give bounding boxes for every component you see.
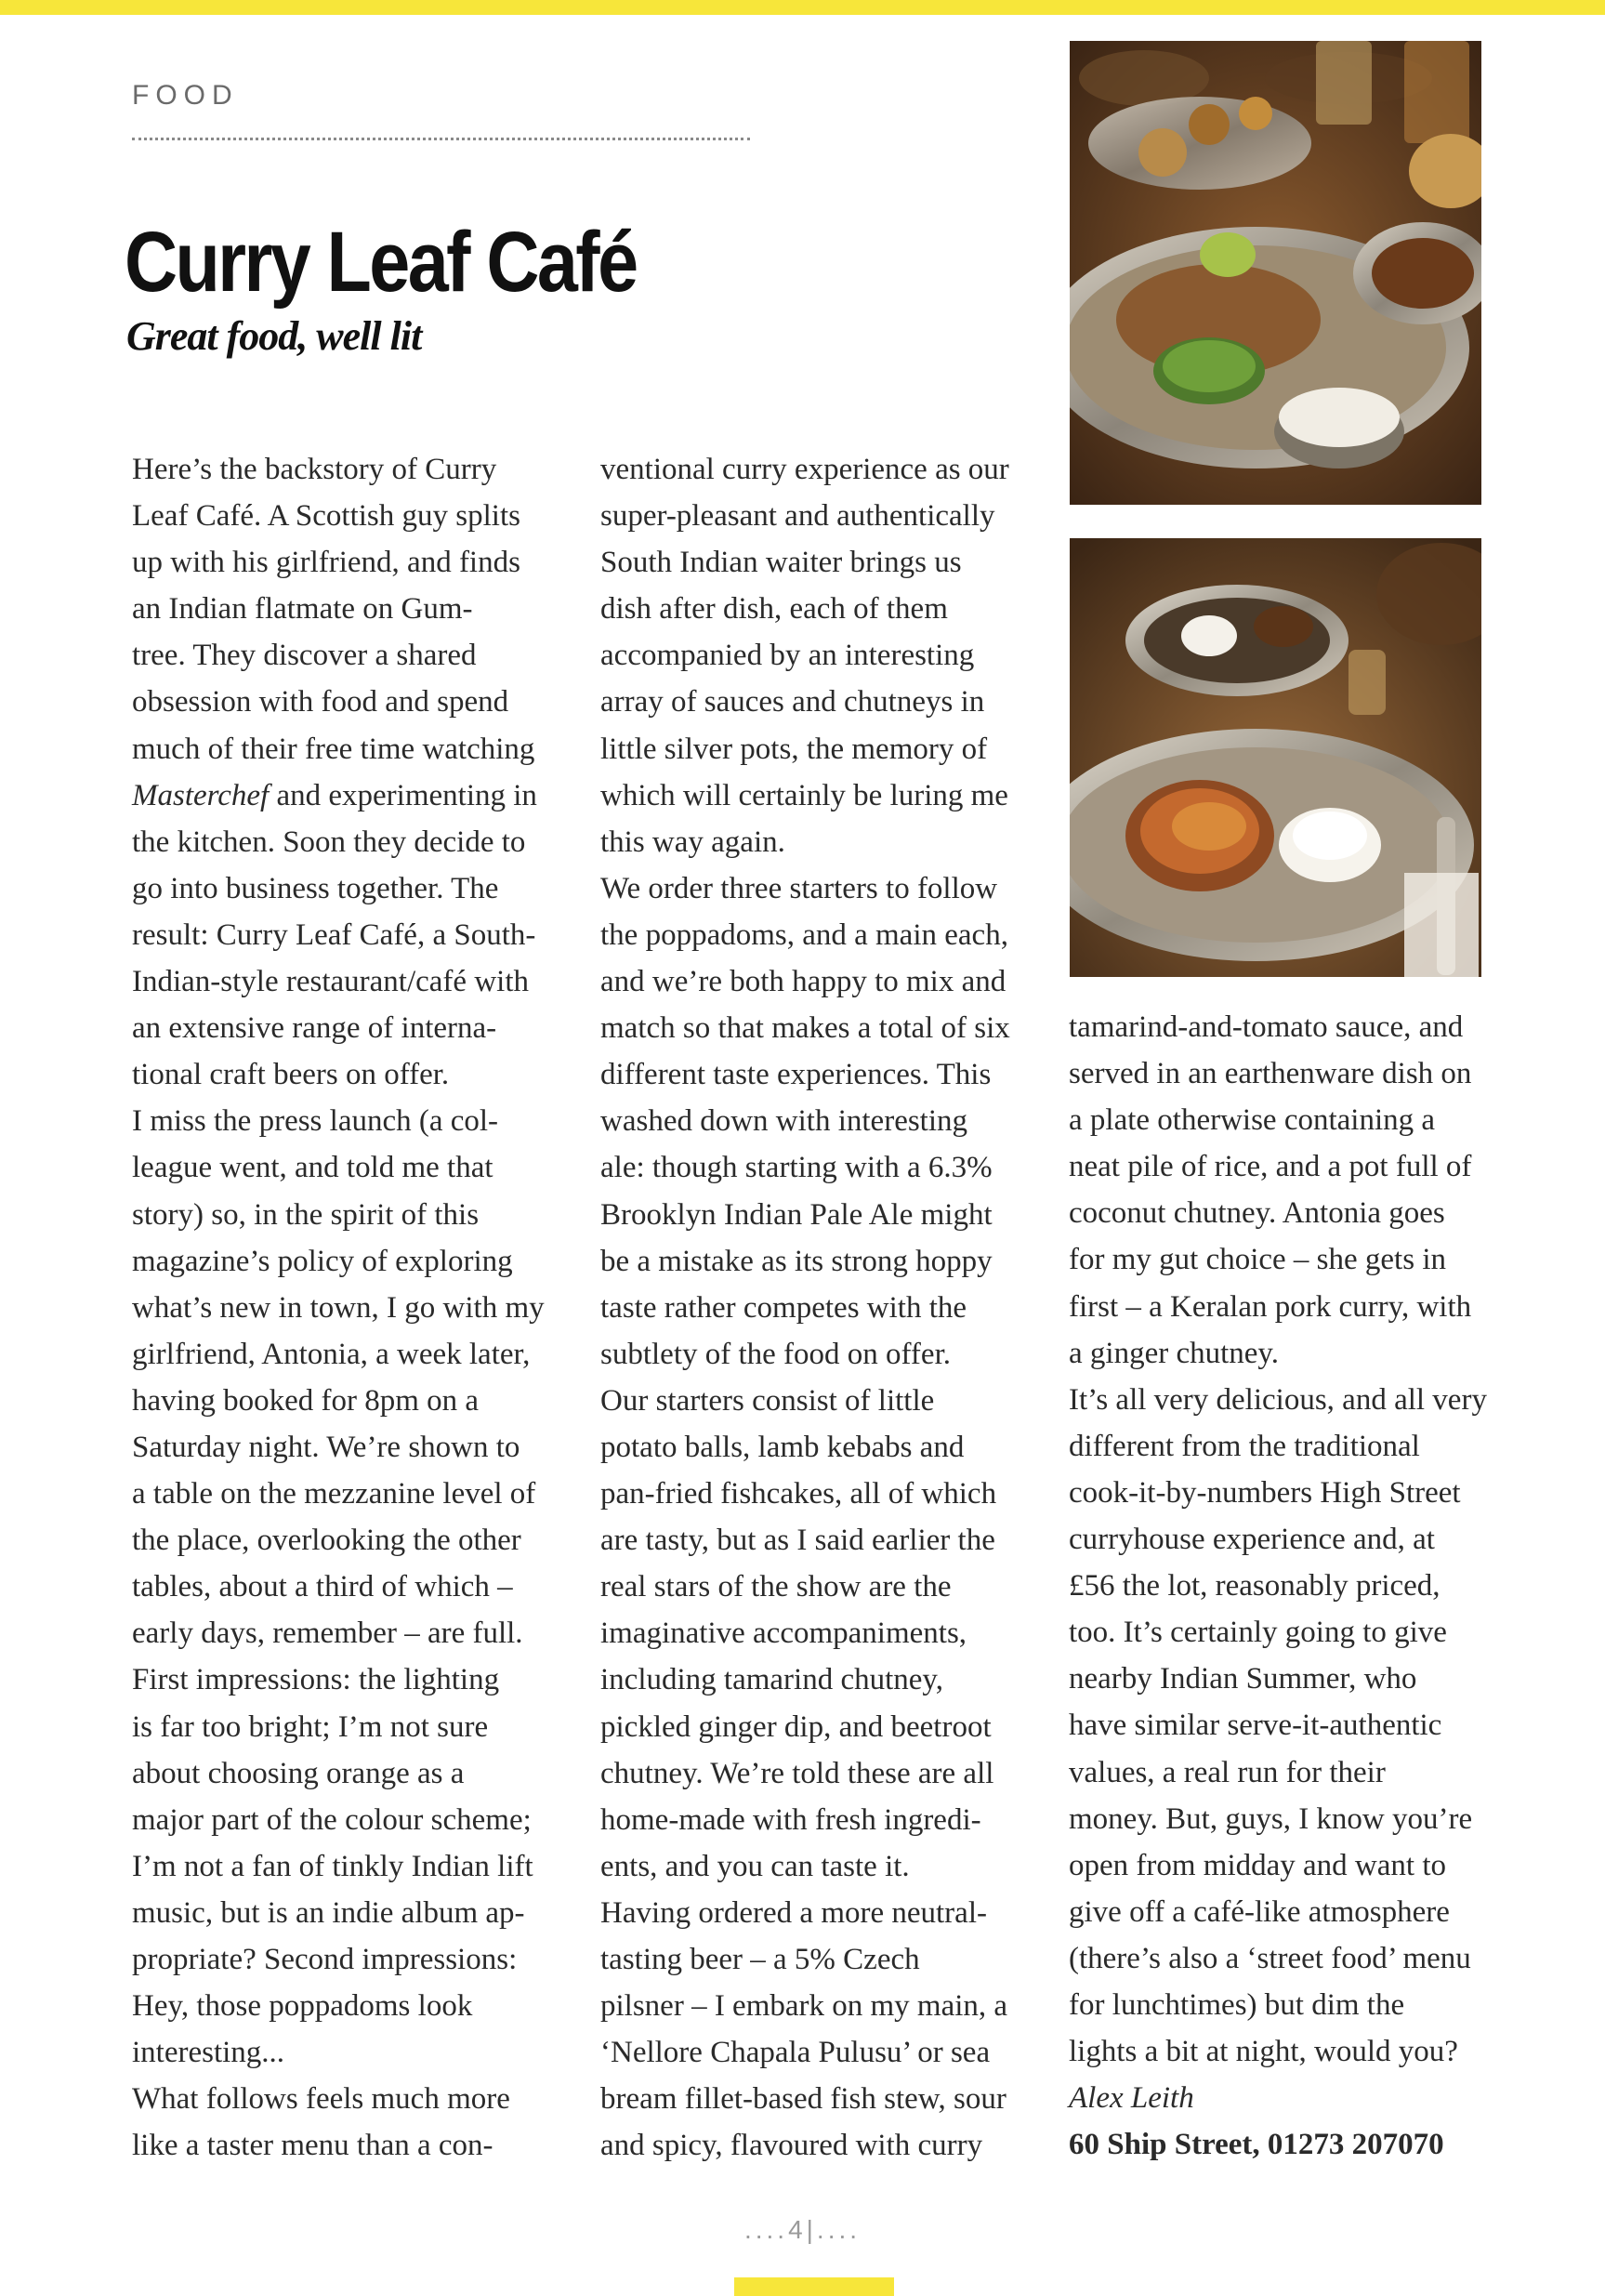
body-line: Indian-style restaurant/café with bbox=[132, 965, 529, 999]
article-column-3 bbox=[1069, 1004, 1506, 2168]
body-line: be a mistake as its strong hoppy bbox=[600, 1244, 993, 1278]
body-line: Brooklyn Indian Pale Ale might bbox=[600, 1197, 993, 1232]
body-line: result: Curry Leaf Café, a South- bbox=[132, 917, 536, 952]
body-line: Hey, those poppadoms look bbox=[132, 1989, 473, 2024]
body-line: early days, remember – are full. bbox=[132, 1616, 523, 1651]
body-line: like a taster menu than a con- bbox=[132, 2129, 493, 2163]
show-title: Masterchef bbox=[132, 778, 270, 812]
body-line: little silver pots, the memory of bbox=[600, 732, 988, 766]
body-line: curryhouse experience and, at bbox=[1069, 1523, 1435, 1557]
body-line: interesting... bbox=[132, 2036, 285, 2070]
page-number: ....4|.... bbox=[743, 2215, 862, 2244]
section-label: FOOD bbox=[132, 80, 239, 111]
body-line: What follows feels much more bbox=[132, 2082, 510, 2117]
body-line: Leaf Café. A Scottish guy splits bbox=[132, 499, 520, 534]
body-line: array of sauces and chutneys in bbox=[600, 685, 985, 719]
body-line: ale: though starting with a 6.3% bbox=[600, 1151, 993, 1185]
article-column-1 bbox=[132, 446, 569, 2169]
body-line: tamarind-and-tomato sauce, and bbox=[1069, 1010, 1464, 1044]
body-line: for lunchtimes) but dim the bbox=[1069, 1987, 1405, 2022]
body-line: coconut chutney. Antonia goes bbox=[1069, 1196, 1445, 1231]
body-line: served in an earthenware dish on bbox=[1069, 1057, 1472, 1091]
body-line: imaginative accompaniments, bbox=[600, 1616, 967, 1651]
body-line: potato balls, lamb kebabs and bbox=[600, 1430, 965, 1464]
body-line: the place, overlooking the other bbox=[132, 1524, 521, 1558]
body-line: including tamarind chutney, bbox=[600, 1663, 944, 1697]
body-line: neat pile of rice, and a pot full of bbox=[1069, 1150, 1472, 1184]
article-column-2 bbox=[600, 446, 1037, 2169]
body-line: a table on the mezzanine level of bbox=[132, 1477, 536, 1511]
body-line: the poppadoms, and a main each, bbox=[600, 917, 1008, 952]
body-line: major part of the colour scheme; bbox=[132, 1802, 532, 1837]
body-line: have similar serve-it-authentic bbox=[1069, 1709, 1442, 1743]
body-line: the kitchen. Soon they decide to bbox=[132, 825, 526, 859]
body-line: cook-it-by-numbers High Street bbox=[1069, 1475, 1461, 1510]
body-line: are tasty, but as I said earlier the bbox=[600, 1524, 995, 1558]
body-line: We order three starters to follow bbox=[600, 871, 998, 905]
body-line: pilsner – I embark on my main, a bbox=[600, 1989, 1008, 2024]
body-line: Saturday night. We’re shown to bbox=[132, 1430, 520, 1464]
body-line: up with his girlfriend, and finds bbox=[132, 546, 520, 580]
bottom-accent-tab bbox=[734, 2277, 894, 2296]
body-line: open from midday and want to bbox=[1069, 1848, 1446, 1882]
body-line: South Indian waiter brings us bbox=[600, 546, 962, 580]
body-line: pan-fried fishcakes, all of which bbox=[600, 1477, 997, 1511]
body-line: propriate? Second impressions: bbox=[132, 1943, 518, 1976]
body-line: Here’s the backstory of Curry bbox=[132, 453, 497, 486]
body-line: which will certainly be luring me bbox=[600, 778, 1008, 812]
body-line: It’s all very delicious, and all very bbox=[1069, 1382, 1487, 1417]
body-line: a plate otherwise containing a bbox=[1069, 1103, 1436, 1138]
food-photo-starters bbox=[1070, 41, 1481, 505]
body-line: First impressions: the lighting bbox=[132, 1663, 500, 1697]
dotted-divider bbox=[132, 138, 750, 140]
body-line: an Indian flatmate on Gum- bbox=[132, 592, 473, 627]
body-line: nearby Indian Summer, who bbox=[1069, 1662, 1417, 1696]
body-line: much of their free time watching bbox=[132, 732, 535, 766]
top-accent-bar bbox=[0, 0, 1605, 15]
body-line: too. It’s certainly going to give bbox=[1069, 1616, 1447, 1650]
body-line: I miss the press launch (a col- bbox=[132, 1104, 499, 1139]
body-line: accompanied by an interesting bbox=[600, 639, 975, 673]
body-line: tables, about a third of which – bbox=[132, 1570, 513, 1604]
article-headline: Curry Leaf Café bbox=[125, 215, 637, 310]
body-line: real stars of the show are the bbox=[600, 1570, 952, 1604]
body-line: different from the traditional bbox=[1069, 1429, 1420, 1463]
body-line: is far too bright; I’m not sure bbox=[132, 1709, 489, 1744]
body-line: league went, and told me that bbox=[132, 1151, 493, 1185]
body-line: dish after dish, each of them bbox=[600, 592, 948, 627]
food-photo-mains bbox=[1070, 538, 1481, 977]
body-line: Having ordered a more neutral- bbox=[600, 1895, 987, 1930]
body-line: girlfriend, Antonia, a week later, bbox=[132, 1337, 531, 1371]
restaurant-contact: 60 Ship Street, 01273 207070 bbox=[1069, 2128, 1444, 2162]
body-line: this way again. bbox=[600, 825, 785, 859]
body-line bbox=[132, 772, 569, 819]
body-line: ents, and you can taste it. bbox=[600, 1849, 910, 1883]
body-line: match so that makes a total of six bbox=[600, 1011, 1010, 1046]
body-line: having booked for 8pm on a bbox=[132, 1383, 480, 1418]
body-line: (there’s also a ‘street food’ menu bbox=[1069, 1941, 1471, 1975]
body-line: an extensive range of interna- bbox=[132, 1011, 497, 1046]
body-line: super-pleasant and authentically bbox=[600, 499, 995, 534]
body-line: first – a Keralan pork curry, with bbox=[1069, 1289, 1472, 1324]
body-line: money. But, guys, I know you’re bbox=[1069, 1801, 1473, 1836]
body-line: pickled ginger dip, and beetroot bbox=[600, 1709, 992, 1744]
body-line: and we’re both happy to mix and bbox=[600, 965, 1006, 999]
body-line: a ginger chutney. bbox=[1069, 1336, 1280, 1370]
body-line: go into business together. The bbox=[132, 871, 499, 905]
body-line: home-made with fresh ingredi- bbox=[600, 1802, 981, 1837]
body-line-text: and experimenting in bbox=[276, 778, 537, 812]
body-line: lights a bit at night, would you? bbox=[1069, 2035, 1458, 2069]
body-line: different taste experiences. This bbox=[600, 1058, 992, 1092]
body-line: tree. They discover a shared bbox=[132, 639, 477, 673]
body-line: bream fillet-based fish stew, sour bbox=[600, 2082, 1006, 2117]
body-line: ventional curry experience as our bbox=[600, 453, 1009, 486]
body-line: for my gut choice – she gets in bbox=[1069, 1243, 1446, 1277]
body-line: chutney. We’re told these are all bbox=[600, 1756, 994, 1790]
body-line: about choosing orange as a bbox=[132, 1756, 465, 1790]
body-line: ‘Nellore Chapala Pulusu’ or sea bbox=[600, 2036, 991, 2070]
body-line: story) so, in the spirit of this bbox=[132, 1197, 480, 1232]
body-line: music, but is an indie album ap- bbox=[132, 1895, 525, 1930]
body-line: subtlety of the food on offer. bbox=[600, 1337, 951, 1371]
body-line: taste rather competes with the bbox=[600, 1290, 967, 1325]
body-line: values, a real run for their bbox=[1069, 1755, 1386, 1789]
body-line: Our starters consist of little bbox=[600, 1383, 935, 1418]
body-line: tasting beer – a 5% Czech bbox=[600, 1943, 920, 1976]
body-line: and spicy, flavoured with curry bbox=[600, 2129, 983, 2163]
body-line: give off a café-like atmosphere bbox=[1069, 1894, 1450, 1929]
article-subheadline: Great food, well lit bbox=[126, 313, 422, 359]
body-line: tional craft beers on offer. bbox=[132, 1058, 450, 1092]
body-line: washed down with interesting bbox=[600, 1104, 968, 1139]
author-byline: Alex Leith bbox=[1069, 2081, 1194, 2116]
body-line: magazine’s policy of exploring bbox=[132, 1244, 513, 1278]
body-line: I’m not a fan of tinkly Indian lift bbox=[132, 1849, 533, 1883]
body-line: obsession with food and spend bbox=[132, 685, 509, 719]
body-line: £56 the lot, reasonably priced, bbox=[1069, 1569, 1441, 1603]
body-line: what’s new in town, I go with my bbox=[132, 1290, 545, 1325]
